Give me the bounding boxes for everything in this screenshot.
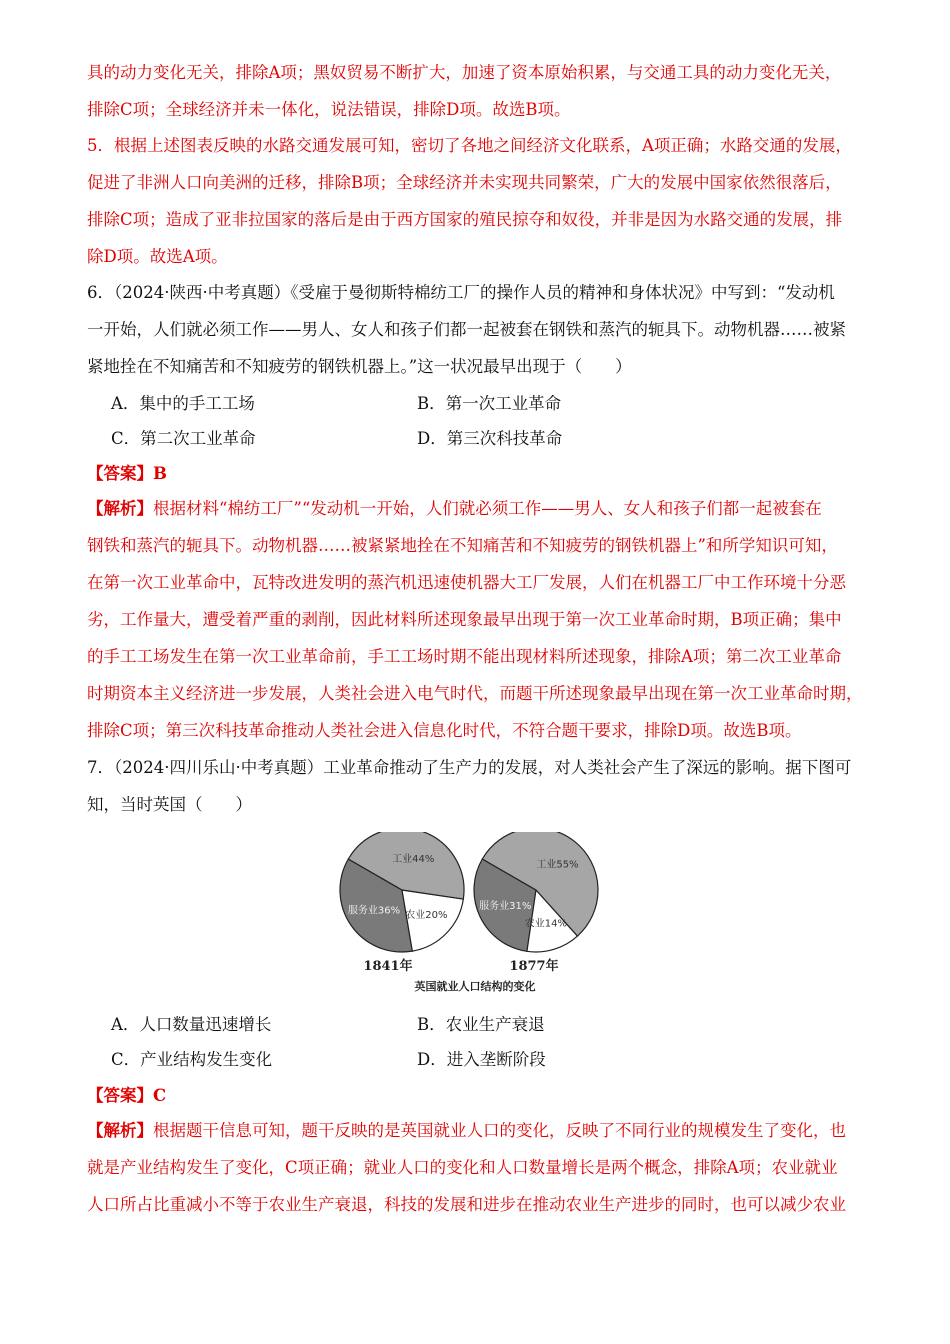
q6-analysis-line: 排除C项；第三次科技革命推动人类社会进入信息化时代，不符合题干要求，排除D项。故选B项。 — [87, 721, 802, 740]
pie-slice-label: 服务业36% — [347, 905, 401, 917]
q6-option-b: B．第一次工业革命 — [417, 394, 562, 413]
q6-analysis-line: 劣，工作量大，遭受着严重的剥削，因此材料所述现象最早出现于第一次工业革命时期，B项正确；集中 — [87, 610, 842, 629]
q6-analysis-first-line — [87, 498, 822, 520]
q6-analysis-label: 【解析】 — [87, 499, 153, 518]
q6-analysis-line: 在第一次工业革命中，瓦特改进发明的蒸汽机迅速使机器大工厂发展，人们在机器工厂中工作环境十分恶 — [87, 573, 846, 592]
q6-stem-line: 紧地拴在不知痛苦和不知疲劳的钢铁机器上。”这一状况最早出现于（ ） — [87, 357, 632, 376]
q7-analysis-first-line — [87, 1120, 846, 1142]
pie-slice-label: 农业20% — [405, 909, 448, 921]
pie-slice-label: 工业44% — [392, 853, 435, 865]
q5-analysis-line: 排除C项；造成了亚非拉国家的落后是由于西方国家的殖民掠夺和奴役，并非是因为水路交通的发展，排 — [87, 210, 843, 229]
q6-option-d: D．第三次科技革命 — [417, 429, 563, 448]
q5-analysis-line: 促进了非洲人口向美洲的迁移，排除B项；全球经济并未实现共同繁荣，广大的发展中国家依然很落后， — [87, 173, 842, 192]
q6-option-c: C．第二次工业革命 — [111, 429, 256, 448]
pie-year-label-1841: 1841年 — [363, 959, 413, 974]
q7-stem-line: 7．（2024·四川乐山·中考真题）工业革命推动了生产力的发展，对人类社会产生了深远的影响。据下图可 — [87, 758, 852, 777]
q6-analysis-line: 的手工工场发生在第一次工业革命前，手工工场时期不能出现材料所述现象，排除A项；第二次工业革命 — [87, 647, 842, 666]
q7-analysis-label: 【解析】 — [87, 1121, 153, 1140]
pie-charts — [334, 832, 616, 998]
q7-option-c: C．产业结构发生变化 — [111, 1050, 273, 1069]
q6-option-a: A．集中的手工工场 — [111, 394, 255, 413]
analysis-continued-line: 排除C项；全球经济并未一体化，说法错误，排除D项。故选B项。 — [87, 100, 571, 119]
q7-option-d: D．进入垄断阶段 — [417, 1050, 546, 1069]
q6-analysis-text: 根据材料“棉纺工厂”“发动机一开始，人们就必须工作——男人、女人和孩子们都一起被套在 — [153, 499, 822, 518]
pie-slice-label: 服务业31% — [479, 900, 532, 912]
q6-stem-line: 一开始，人们就必须工作——男人、女人和孩子们都一起被套在钢铁和蒸汽的轭具下。动物机器……被紧 — [87, 320, 846, 339]
pie-year-label-1877: 1877年 — [509, 959, 559, 974]
figure-caption: 英国就业人口结构的变化 — [414, 980, 536, 993]
q7-answer: 【答案】C — [87, 1086, 167, 1105]
q7-option-a: A．人口数量迅速增长 — [111, 1015, 272, 1034]
pie-slice-label: 工业55% — [536, 859, 579, 871]
q6-analysis-line: 钢铁和蒸汽的轭具下。动物机器……被紧紧地拴在不知痛苦和不知疲劳的钢铁机器上”和所学知识可知， — [87, 536, 838, 555]
pie-slice-label: 农业14% — [524, 918, 567, 930]
q7-analysis-line: 就是产业结构发生了变化，C项正确；就业人口的变化和人口数量增长是两个概念，排除A项；农业就业 — [87, 1158, 838, 1177]
employment-structure-figure — [334, 832, 616, 998]
q7-analysis-text: 根据题干信息可知，题干反映的是英国就业人口的变化，反映了不同行业的规模发生了变化，也 — [153, 1121, 846, 1140]
analysis-continued-line: 具的动力变化无关，排除A项；黑奴贸易不断扩大，加速了资本原始积累，与交通工具的动力变化无关， — [87, 63, 842, 82]
q6-answer: 【答案】B — [87, 464, 167, 483]
q6-analysis-line: 时期资本主义经济进一步发展，人类社会进入电气时代，而题干所述现象最早出现在第一次工业革命时期， — [87, 684, 863, 703]
q5-analysis-line: 除D项。故选A项。 — [87, 247, 228, 266]
q6-stem-line: 6．（2024·陕西·中考真题）《受雇于曼彻斯特棉纺工厂的操作人员的精神和身体状况》中写到：“发动机 — [87, 283, 835, 302]
q5-analysis-line: 5．根据上述图表反映的水路交通发展可知，密切了各地之间经济文化联系，A项正确；水路交通的发展， — [87, 136, 852, 155]
q7-option-b: B．农业生产衰退 — [417, 1015, 545, 1034]
q7-stem-line: 知，当时英国（ ） — [87, 795, 252, 814]
q7-analysis-line: 人口所占比重减小不等于农业生产衰退，科技的发展和进步在推动农业生产进步的同时，也可以减少农业 — [87, 1195, 846, 1214]
